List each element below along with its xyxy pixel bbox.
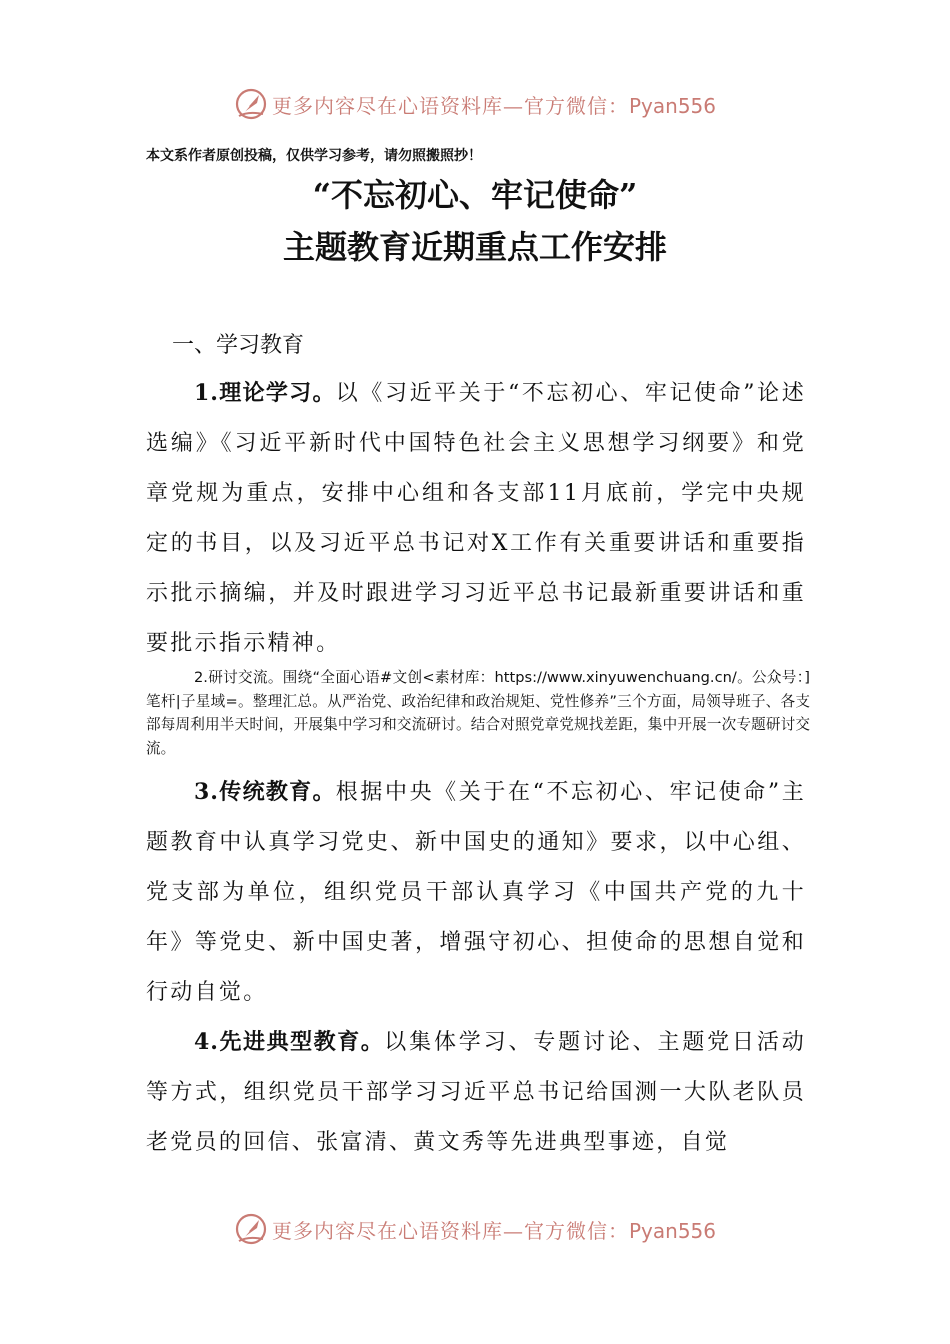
document-title-line1: “不忘初心、牢记使命” <box>312 176 638 214</box>
section-heading-study-education: 一、学习教育 <box>172 333 305 358</box>
paragraph-traditional-education <box>146 767 806 1018</box>
watermark-banner-top <box>0 84 950 124</box>
paragraph-heading: 4.先进典型教育。 <box>194 1029 385 1055</box>
paragraph-model-education <box>146 1017 806 1168</box>
paragraph-heading: 3.传统教育。 <box>194 779 336 805</box>
watermark-banner-bottom <box>0 1209 950 1249</box>
paragraph-seminar-exchange: 2.研讨交流。围绕“全面心语#文创<素材库：https://www.xinyuwenchuang.cn/。公众号：]笔杆|子星域=。整理汇总。从严治党、政治纪律和政治规矩、党性修养”三个方面，局领导班子、各支部每周利用半天时间，开展集中学习和交流研讨。结合对照党章党规找差距，集中开展一次专题研讨交流。 <box>146 669 810 757</box>
quill-logo-icon <box>234 87 268 121</box>
document-title-line2: 主题教育近期重点工作安排 <box>282 228 667 266</box>
watermark-text: 更多内容尽在心语资料库—官方微信：Pyan556 <box>271 93 716 118</box>
paragraph-body: 根据中央《关于在“不忘初心、牢记使命”主题教育中认真学习党史、新中国史的通知》要求，以中心组、党支部为单位，组织党员干部认真学习《中国共产党的九十年》等党史、新中国史著，增强守初心、担使命的思想自觉和行动自觉。 <box>146 780 807 1005</box>
quill-logo-icon <box>234 1212 268 1246</box>
watermark-text: 更多内容尽在心语资料库—官方微信：Pyan556 <box>271 1218 716 1243</box>
paragraph-heading: 1.理论学习。 <box>194 380 336 406</box>
disclaimer-note: 本文系作者原创投稿，仅供学习参考，请勿照搬照抄！ <box>146 148 482 164</box>
paragraph-theory-study <box>146 368 806 669</box>
paragraph-body: 以集体学习、专题讨论、主题党日活动等方式，组织党员干部学习习近平总书记给国测一大队老队员老党员的回信、张富清、黄文秀等先进典型事迹，自觉 <box>146 1030 806 1155</box>
paragraph-body: 以《习近平关于“不忘初心、牢记使命”论述选编》《习近平新时代中国特色社会主义思想学习纲要》和党章党规为重点，安排中心组和各支部11月底前，学完中央规定的书目，以及习近平总书记对X工作有关重要讲话和重要指示批示摘编，并及时跟进学习习近平总书记最新重要讲话和重要批示指示精神。 <box>146 381 807 656</box>
